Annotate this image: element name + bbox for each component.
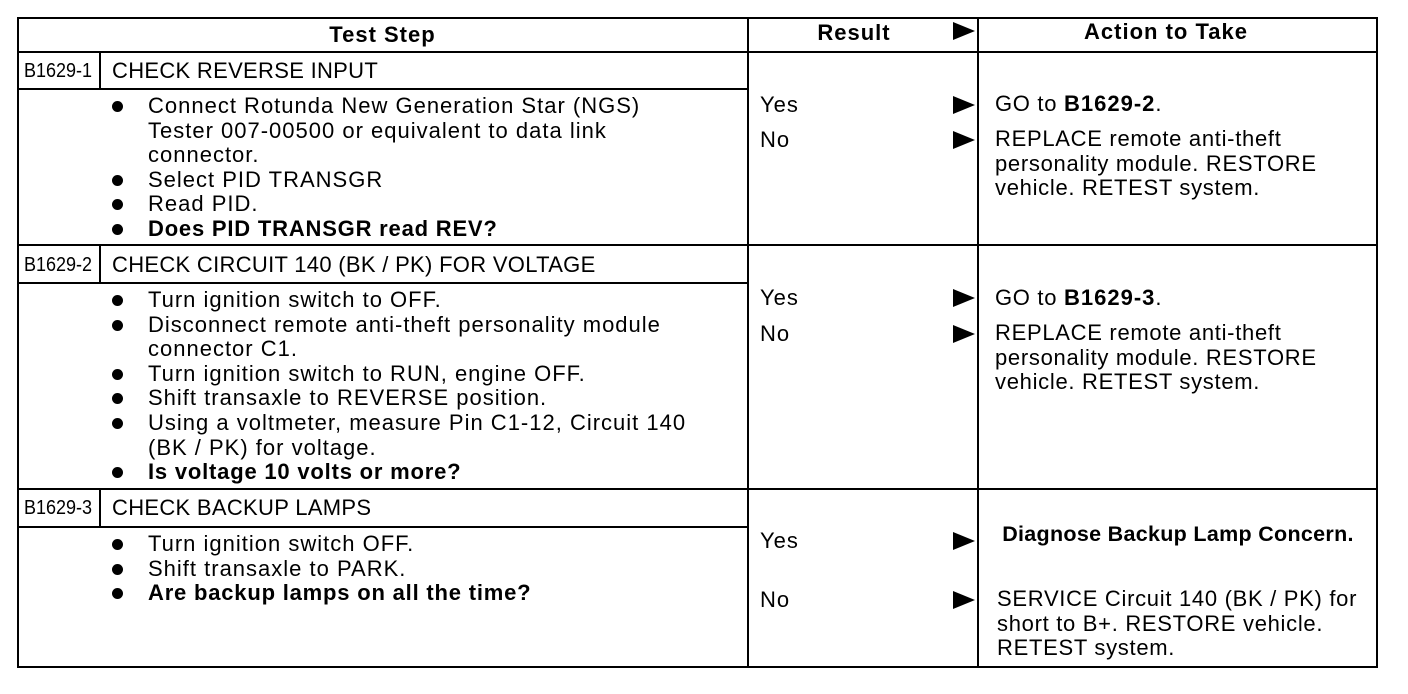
bullet-icon (112, 418, 123, 429)
instruction-item (148, 168, 640, 193)
action-no (995, 321, 1317, 395)
instruction-line: Shift transaxle to PARK. (148, 555, 407, 581)
result-yes: Yes (760, 528, 799, 553)
step-header-divider (17, 282, 748, 284)
instruction-line: Turn ignition switch OFF. (148, 531, 415, 556)
instruction-line: connector. (148, 142, 260, 168)
step-reference: B1629-3 (1064, 285, 1156, 310)
bullet-icon (112, 295, 123, 306)
row-divider (17, 488, 1378, 490)
bullet-icon (112, 101, 123, 112)
instruction-item (148, 411, 686, 460)
step-id-divider (99, 52, 101, 89)
arrow-right-icon (953, 532, 975, 550)
arrow-right-icon (953, 131, 975, 149)
action-line: short to B+. RESTORE vehicle. (997, 610, 1324, 636)
instruction-line: Select PID TRANSGR (148, 166, 384, 192)
arrow-right-icon (953, 22, 975, 40)
step-id-divider (99, 490, 101, 527)
instruction-list (148, 288, 686, 485)
action-line: RETEST system. (997, 635, 1176, 661)
action-line: REPLACE remote anti-theft (995, 320, 1282, 345)
column-divider (977, 17, 979, 668)
action-end: . (1155, 91, 1163, 116)
question-item (148, 460, 686, 485)
action-yes (995, 286, 1162, 311)
instruction-line: Shift transaxle to REVERSE position. (148, 385, 548, 411)
instruction-list (148, 94, 640, 242)
step-id: B1629-2 (24, 254, 93, 276)
result-no: No (760, 127, 791, 152)
question-text: Are backup lamps on all the time? (148, 580, 532, 606)
action-no (995, 127, 1317, 201)
bullet-icon (112, 539, 123, 550)
action-yes (978, 522, 1378, 547)
instruction-line: connector C1. (148, 336, 298, 362)
result-no: No (760, 321, 791, 346)
action-line (995, 92, 1162, 117)
instruction-item (148, 386, 686, 411)
bullet-icon (112, 320, 123, 331)
action-end: . (1155, 285, 1163, 310)
instruction-line: (BK / PK) for voltage. (148, 434, 377, 460)
instruction-item (148, 313, 686, 362)
step-reference: B1629-2 (1064, 91, 1156, 116)
instruction-item (148, 192, 640, 217)
row-divider (17, 244, 1378, 246)
instruction-item (148, 94, 640, 168)
action-line: vehicle. RETEST system. (995, 369, 1261, 395)
step-title: CHECK REVERSE INPUT (112, 58, 379, 83)
action-line: REPLACE remote anti-theft (995, 126, 1282, 151)
action-line: SERVICE Circuit 140 (BK / PK) for (997, 586, 1358, 611)
action-line: personality module. RESTORE (995, 150, 1317, 176)
question-text: Is voltage 10 volts or more? (148, 459, 462, 485)
instruction-list (148, 532, 531, 606)
action-yes (995, 92, 1162, 117)
bullet-icon (112, 564, 123, 575)
instruction-line: Turn ignition switch to OFF. (148, 287, 442, 312)
instruction-line: Connect Rotunda New Generation Star (NGS) (148, 93, 641, 118)
action-line: personality module. RESTORE (995, 344, 1317, 370)
action-line: vehicle. RETEST system. (995, 175, 1261, 201)
arrow-right-icon (953, 591, 975, 609)
step-title: CHECK CIRCUIT 140 (BK / PK) FOR VOLTAGE (112, 252, 596, 277)
step-id: B1629-1 (24, 60, 93, 82)
action-line: Diagnose Backup Lamp Concern. (1002, 522, 1354, 546)
step-title: CHECK BACKUP LAMPS (112, 495, 372, 520)
header-test-step: Test Step (329, 22, 436, 47)
step-header-divider (17, 526, 748, 528)
bullet-icon (112, 369, 123, 380)
result-no: No (760, 587, 791, 612)
arrow-right-icon (953, 96, 975, 114)
arrow-right-icon (953, 325, 975, 343)
question-item (148, 581, 531, 606)
header-action: Action to Take (1084, 19, 1248, 44)
instruction-line: Turn ignition switch to RUN, engine OFF. (148, 360, 586, 386)
instruction-item (148, 362, 686, 387)
step-id: B1629-3 (24, 497, 93, 519)
bullet-icon (112, 224, 123, 235)
step-header-divider (17, 88, 748, 90)
instruction-line: Disconnect remote anti-theft personality module (148, 311, 661, 337)
action-text: GO to (995, 285, 1058, 310)
instruction-line: Tester 007-00500 or equivalent to data link (148, 117, 607, 143)
bullet-icon (112, 175, 123, 186)
step-id-divider (99, 246, 101, 283)
arrow-right-icon (953, 289, 975, 307)
question-item (148, 217, 640, 242)
action-no (997, 587, 1357, 661)
header-result: Result (817, 20, 891, 45)
result-yes: Yes (760, 92, 799, 117)
action-text: GO to (995, 91, 1058, 116)
column-divider (747, 17, 749, 668)
instruction-line: Using a voltmeter, measure Pin C1-12, Circuit 140 (148, 409, 687, 435)
action-line (995, 286, 1162, 311)
instruction-item (148, 557, 531, 582)
header-divider (17, 51, 1378, 53)
question-text: Does PID TRANSGR read REV? (148, 215, 498, 241)
instruction-line: Read PID. (148, 191, 259, 217)
result-yes: Yes (760, 285, 799, 310)
instruction-item (148, 288, 686, 313)
instruction-item (148, 532, 531, 557)
